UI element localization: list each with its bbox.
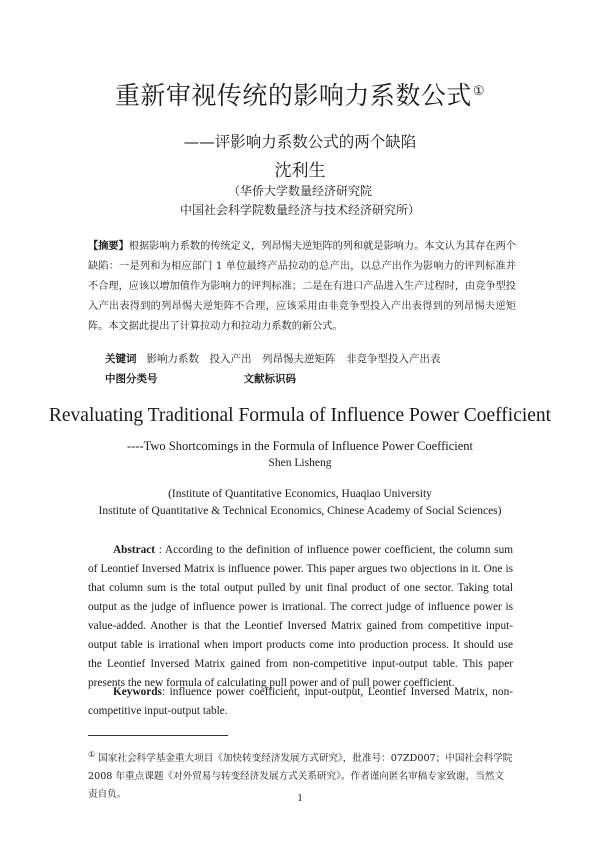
keywords-cn: [105, 351, 441, 366]
affiliation-en: [0, 486, 600, 520]
footnote-divider: [88, 735, 228, 736]
paper-title-cn: [0, 76, 600, 112]
title-footnote-mark: ①: [472, 83, 486, 99]
keywords-cn-items: 影响力系数 投入产出 列昂惕夫逆矩阵 非竞争型投入产出表: [146, 353, 441, 365]
affiliation-cn: [0, 182, 600, 220]
author-name-cn: 沈利生: [274, 161, 326, 181]
abstract-en-label: Abstract: [113, 544, 156, 556]
footnote-mark: ①: [88, 750, 96, 759]
keywords-cn-label: 关键词: [105, 353, 137, 365]
affiliation-cn-line-1: （华侨大学数量经济研究院: [227, 184, 372, 198]
keywords-en-label: Keywords: [113, 686, 162, 698]
page-number: 1: [297, 792, 303, 804]
footnote-text: 国家社会科学基金重大项目《加快转变经济发展方式研究》，批准号：07ZD007；中国社会科学院 2008 年重点课题《对外贸易与转变经济发展方式关系研究》。作者谨向匿名审稿专家致谢，当然文责自负。: [88, 753, 513, 801]
abstract-cn-text: 根据影响力系数的传统定义，列昂惕夫逆矩阵的列和就是影响力。本文认为其存在两个缺陷：一是列和为相应部门 1 单位最终产品拉动的总产出，以总产出作为影响力的评判标准并不合理，应该以增加值作为影响力的评判标准；二是在有进口产品进入生产过程时，由竞争型投入产出表得到的列昂惕夫逆矩阵不合理，应该采用由非竞争型投入产出表得到的列昂惕夫逆矩阵。本文据此提出了计算拉动力和拉动力系数的新公式。: [88, 241, 516, 332]
classification-row: [105, 371, 296, 386]
paper-subtitle-cn: ——评影响力系数公式的两个缺陷: [183, 133, 417, 151]
title-cn-text: 重新审视传统的影响力系数公式: [114, 81, 472, 110]
affiliation-cn-line-2: 中国社会科学院数量经济与技术经济研究所）: [179, 203, 420, 217]
keywords-en: [88, 683, 513, 721]
abstract-cn-label: 【摘要】: [88, 240, 129, 252]
affiliation-en-line-1: (Institute of Quantitative Economics, Huaqiao University: [168, 488, 432, 500]
paper-title-en: Revaluating Traditional Formula of Influence Power Coefficient: [48, 405, 552, 426]
abstract-en-text: : According to the definition of influence power coefficient, the column sum of Leontief Inversed Matrix is influence power. This paper argues two objections in it. One is that column sum is the total output pulled by unit final product of one sector. Taking total output as the judge of influence power is irrational. The correct judge of influence power is value-added. Another is that the Leontief Inversed Matrix gained from competitive input-output table is irrational when import products come into production process. It should use the Leontief Inversed Matrix gained from non-competitive input-output table. This paper presents the new formula of calculating pull power and of pull power coefficient.: [88, 544, 514, 689]
author-name-en: Shen Lisheng: [268, 457, 332, 469]
affiliation-en-line-2: Institute of Quantitative & Technical Economics, Chinese Academy of Social Sciences): [98, 505, 502, 517]
keywords-en-text: : influence power coefficient, input-output, Leontief Inversed Matrix, non-competitive input-output table.: [88, 686, 513, 717]
abstract-en: [88, 541, 513, 693]
paper-subtitle-en: ----Two Shortcomings in the Formula of Influence Power Coefficient: [126, 439, 474, 453]
clc-label: 中图分类号: [105, 373, 158, 385]
doc-code-label: 文献标识码: [243, 373, 296, 385]
abstract-cn: [88, 236, 516, 337]
